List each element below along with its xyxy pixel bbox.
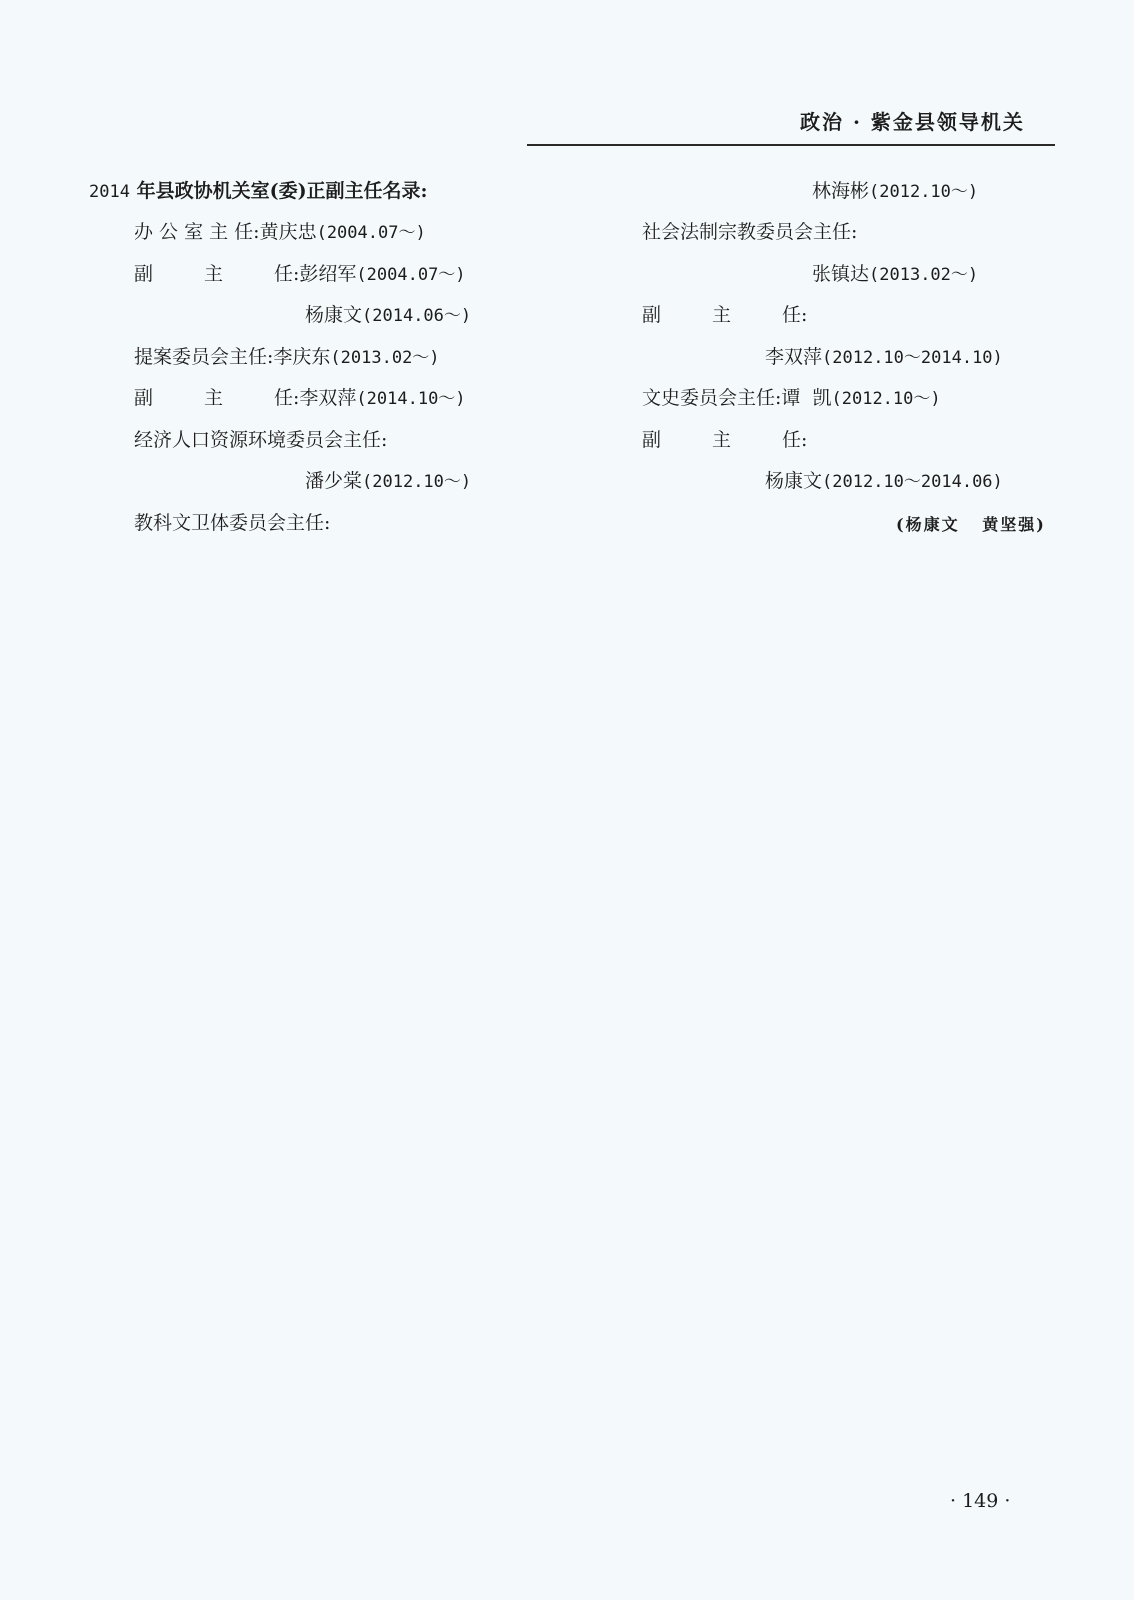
- list-item: [305, 302, 471, 329]
- role-label-part: 副: [642, 304, 662, 326]
- term-period: (2013.02～): [330, 348, 440, 368]
- role-label-part: 任:: [782, 429, 808, 451]
- person-name: 李庆东: [273, 346, 331, 368]
- role-label: 办 公 室 主 任:: [134, 221, 260, 243]
- list-item: [765, 468, 1003, 495]
- list-item: [765, 344, 1003, 371]
- term-period: (2012.10～2014.10): [822, 348, 1003, 368]
- term-period: (2004.07～): [316, 223, 426, 243]
- role-label: 社会法制宗教委员会主任:: [642, 221, 858, 243]
- person-name: 张镇达: [812, 263, 870, 285]
- list-item: [134, 344, 440, 371]
- page-number: · 149 ·: [950, 1490, 1011, 1512]
- person-name: 黄庆忠: [259, 221, 317, 243]
- person-name: 杨康文: [305, 304, 363, 326]
- role-label-part: 副: [134, 263, 154, 285]
- heading-year: 2014: [89, 182, 130, 202]
- person-name: 李双萍: [299, 387, 357, 409]
- author-credit: (杨康文 黄坚强): [896, 515, 1046, 534]
- list-item: [642, 385, 941, 412]
- person-name: 林海彬: [812, 180, 870, 202]
- role-label: 文史委员会主任:: [642, 387, 782, 409]
- term-period: (2012.10～): [869, 182, 979, 202]
- list-item: [642, 219, 857, 245]
- person-name: 彭绍军: [299, 263, 357, 285]
- list-item: [642, 427, 807, 453]
- role-label-part: 主: [712, 429, 732, 451]
- running-header: 政治 · 紫金县领导机关: [800, 110, 1025, 134]
- role-label-part: 任:: [274, 387, 300, 409]
- term-period: (2014.10～): [356, 389, 466, 409]
- role-label: 教科文卫体委员会主任:: [134, 512, 331, 534]
- list-item: [134, 510, 330, 536]
- person-name: 谭 凯: [781, 387, 832, 409]
- term-period: (2012.10～): [362, 472, 472, 492]
- role-label-part: 副: [134, 387, 154, 409]
- list-item: [134, 427, 387, 453]
- role-label-part: 主: [204, 263, 224, 285]
- list-item: [134, 385, 466, 412]
- role-label: 经济人口资源环境委员会主任:: [134, 429, 388, 451]
- header-rule: [527, 144, 1055, 146]
- role-label-part: 主: [204, 387, 224, 409]
- role-label-part: 任:: [782, 304, 808, 326]
- term-period: (2013.02～): [869, 265, 979, 285]
- person-name: 杨康文: [765, 470, 823, 492]
- term-period: (2012.10～): [831, 389, 941, 409]
- list-item: [812, 261, 978, 288]
- role-label-part: 副: [642, 429, 662, 451]
- person-name: 潘少棠: [305, 470, 363, 492]
- term-period: (2014.06～): [362, 306, 472, 326]
- role-label-part: 任:: [274, 263, 300, 285]
- list-item: [812, 178, 978, 205]
- person-name: 李双萍: [765, 346, 823, 368]
- list-item: [642, 302, 807, 328]
- section-heading: [89, 178, 428, 205]
- list-item: [134, 219, 426, 246]
- heading-text: 年县政协机关室(委)正副主任名录:: [136, 180, 428, 202]
- list-item: [134, 261, 466, 288]
- term-period: (2004.07～): [356, 265, 466, 285]
- term-period: (2012.10～2014.06): [822, 472, 1003, 492]
- list-item: [305, 468, 471, 495]
- role-label-part: 主: [712, 304, 732, 326]
- role-label: 提案委员会主任:: [134, 346, 274, 368]
